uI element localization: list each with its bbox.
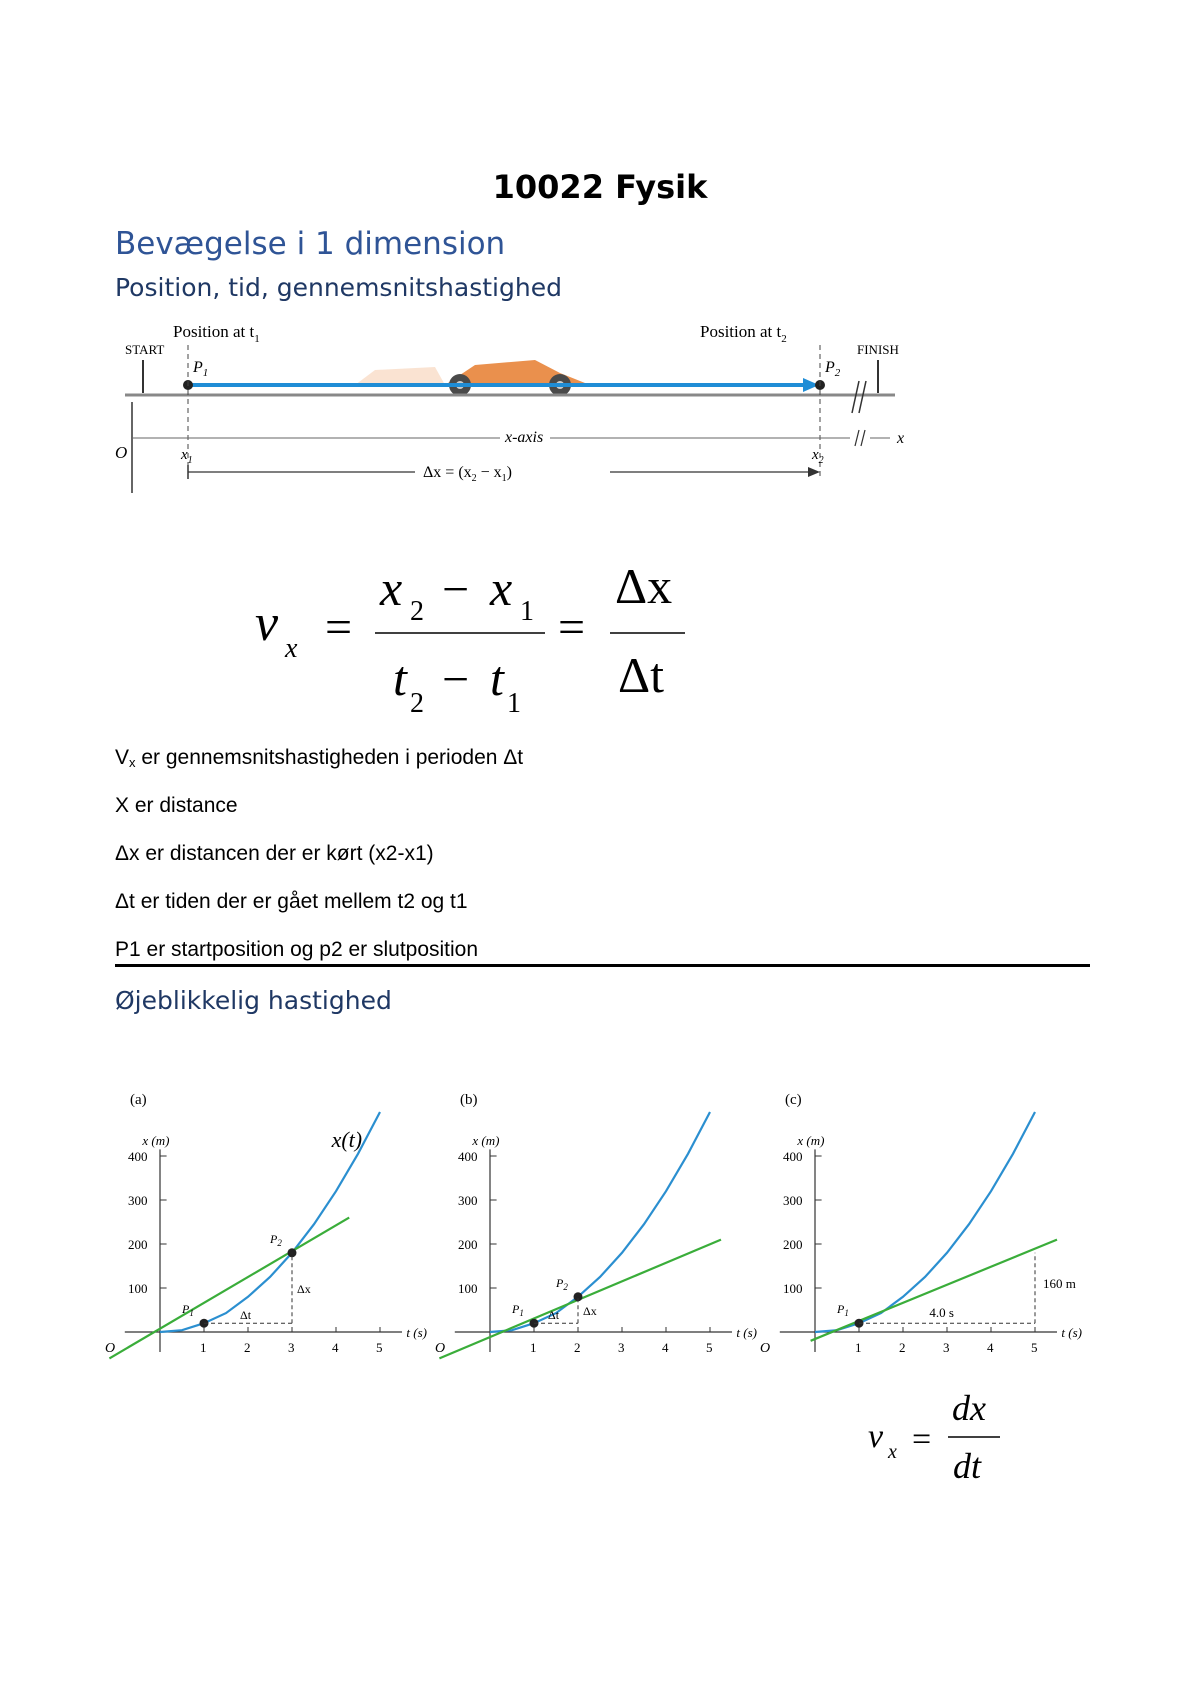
delta-x-mid: − x <box>476 464 502 481</box>
vx-rest: er gennemsnitshastigheden i perioden Δt <box>135 746 524 769</box>
graph-a-x-tick-label: 1 <box>200 1340 207 1355</box>
graph-a-curve-label: x(t) <box>331 1127 363 1153</box>
graph-b-dx-label: Δx <box>583 1304 597 1318</box>
graph-a-x-tick-label: 5 <box>376 1340 383 1355</box>
graph-a-x-tick-label: 3 <box>288 1340 295 1355</box>
p1-label: P <box>193 359 203 376</box>
graph-b-y-tick-label: 400 <box>458 1149 478 1164</box>
graph-c-x-tick-label: 2 <box>899 1340 906 1355</box>
graph-c-y-tick-label: 300 <box>783 1193 803 1208</box>
position-t1-sub: 1 <box>254 333 260 345</box>
graph-a-x-tick-label: 4 <box>332 1340 339 1355</box>
graph-c-y-label: x (m) <box>797 1133 825 1148</box>
formula1-num-b-sub: 1 <box>520 596 534 627</box>
position-t2-label: Position at t <box>700 322 782 341</box>
formula1-den-a-sub: 2 <box>410 688 424 719</box>
formula1-num-b: x <box>490 560 513 616</box>
delta-x-end: ) <box>506 464 512 481</box>
p2-label: P <box>825 359 835 376</box>
graph-b-x-tick-label: 2 <box>574 1340 581 1355</box>
graph-b-point-label-p1: $P_1$ <box>512 1302 524 1319</box>
position-t1-label: Position at t <box>173 322 255 341</box>
graph-c-x-tick-label: 5 <box>1031 1340 1038 1355</box>
origin-label: O <box>115 443 128 462</box>
start-label: START <box>125 342 165 357</box>
formula1-den-b: t <box>490 650 504 706</box>
delta-x-sub1: 1 <box>501 473 507 484</box>
formula2-lhs: v <box>868 1418 884 1455</box>
formula1-den-op: − <box>442 653 470 706</box>
graph-c-x-label: t (s) <box>1061 1325 1082 1340</box>
x1-sub: 1 <box>187 455 193 466</box>
graph-b-origin: O <box>435 1341 446 1356</box>
svg-text:x2 <box>811 447 824 466</box>
formula1-lhs: v <box>255 595 279 652</box>
graph-c-x-tick-label: 1 <box>855 1340 862 1355</box>
definition-p: P1 er startposition og p2 er slutposition <box>115 938 479 961</box>
graph-c-rise-label: 160 m <box>1043 1276 1076 1291</box>
velocity-graphs <box>0 1070 1200 1370</box>
graph-b-x-tick-label: 5 <box>706 1340 713 1355</box>
graph-b-y-label: x (m) <box>472 1133 500 1148</box>
graph-a-origin: O <box>105 1341 116 1356</box>
formula1-den-b-sub: 1 <box>507 688 521 719</box>
vx-v: V <box>115 746 130 769</box>
formula2-eq: = <box>912 1421 932 1458</box>
formula1-lhs-sub: x <box>285 633 298 664</box>
formula2-den: dt <box>953 1446 982 1486</box>
graph-a-dt-label: Δt <box>240 1308 252 1323</box>
graph-b-y-tick-label: 200 <box>458 1237 478 1252</box>
x2-label: x <box>812 447 819 463</box>
svg-text:P1 <box>192 359 208 379</box>
graph-c-run-label: 4.0 s <box>929 1305 954 1321</box>
position-t2-sub: 2 <box>781 333 787 345</box>
page-title: 10022 Fysik <box>492 168 708 206</box>
formula1-eq1: = <box>325 601 353 654</box>
graph-c-y-tick-label: 100 <box>783 1281 803 1296</box>
graph-a-y-tick-label: 100 <box>128 1281 148 1296</box>
graph-b-x-tick-label: 1 <box>530 1340 537 1355</box>
graph-a-x-label: t (s) <box>406 1325 427 1340</box>
graph-b-curve <box>490 1112 710 1332</box>
finish-label: FINISH <box>857 342 899 357</box>
graph-a-dx-label: Δx <box>297 1282 311 1296</box>
race-track-figure <box>115 315 915 495</box>
graph-b-dt-label: Δt <box>548 1308 560 1323</box>
graph-c-y-tick-label: 200 <box>783 1237 803 1252</box>
p1-sub: 1 <box>202 367 209 379</box>
delta-x-eq: Δx = (x <box>423 464 472 481</box>
heading-position-time: Position, tid, gennemsnitshastighed <box>115 273 562 302</box>
formula1-den-a: t <box>393 650 407 706</box>
x-axis-label: x-axis <box>505 429 544 446</box>
race-car <box>355 360 595 396</box>
graph-a-panel-label: (a) <box>130 1092 147 1108</box>
formula1-eq2: = <box>558 601 586 654</box>
graph-c-x-tick-label: 4 <box>987 1340 994 1355</box>
svg-text:P2 <box>824 359 841 379</box>
definition-vx <box>115 746 523 770</box>
svg-text:Δx = (x2 − x1) <box>423 464 512 484</box>
graph-a-y-tick-label: 200 <box>128 1237 148 1252</box>
graph-c-tangent-line <box>811 1240 1057 1341</box>
svg-text:x1 <box>180 447 193 466</box>
formula1-num-a: x <box>380 560 403 616</box>
svg-text:Position at t2 <box>700 322 787 345</box>
average-velocity-formula <box>250 555 710 725</box>
definition-dx: Δx er distancen der er kørt (x2-x1) <box>115 842 434 865</box>
delta-x-sub2: 2 <box>471 473 477 484</box>
x-label: x <box>897 430 905 447</box>
formula1-num-op: − <box>442 563 470 616</box>
instant-velocity-formula <box>860 1385 1010 1495</box>
graph-a-y-label: x (m) <box>142 1133 170 1148</box>
graph-a-point-label-p1: $P_1$ <box>182 1302 194 1319</box>
section-divider <box>115 964 1090 967</box>
p2-sub: 2 <box>834 367 841 379</box>
graph-a-y-tick-label: 400 <box>128 1149 148 1164</box>
formula1-frac2-num: Δx <box>615 558 673 614</box>
graph-c-y-tick-label: 400 <box>783 1149 803 1164</box>
graph-b-x-tick-label: 3 <box>618 1340 625 1355</box>
graph-b-x-tick-label: 4 <box>662 1340 669 1355</box>
graph-b-panel-label: (b) <box>460 1092 478 1108</box>
graph-a-y-tick-label: 300 <box>128 1193 148 1208</box>
formula2-lhs-sub: x <box>888 1441 897 1463</box>
vx-sub: x <box>129 755 136 770</box>
svg-text:Position at t1 <box>173 322 260 345</box>
formula1-frac2-den: Δt <box>618 647 665 703</box>
graph-c-panel-label: (c) <box>785 1092 802 1108</box>
formula1-num-a-sub: 2 <box>410 596 424 627</box>
graph-c-point-label-p1: $P_1$ <box>837 1302 849 1319</box>
x1-label: x <box>181 447 188 463</box>
graph-a-x-tick-label: 2 <box>244 1340 251 1355</box>
x2-sub: 2 <box>818 455 824 466</box>
graph-a-point-label-p2: $P_2$ <box>270 1231 282 1248</box>
graph-b-y-tick-label: 300 <box>458 1193 478 1208</box>
heading-motion-1d: Bevægelse i 1 dimension <box>115 226 506 262</box>
graph-b-point-label-p2: $P_2$ <box>556 1275 568 1292</box>
definition-dt: Δt er tiden der er gået mellem t2 og t1 <box>115 890 468 913</box>
graph-b-x-label: t (s) <box>736 1325 757 1340</box>
graph-c-origin: O <box>760 1341 771 1356</box>
graph-b-y-tick-label: 100 <box>458 1281 478 1296</box>
formula2-num: dx <box>952 1388 986 1428</box>
graph-c-curve <box>815 1112 1035 1332</box>
heading-instant-velocity: Øjeblikkelig hastighed <box>115 986 392 1015</box>
definition-x: X er distance <box>115 794 238 817</box>
graph-c-x-tick-label: 3 <box>943 1340 950 1355</box>
